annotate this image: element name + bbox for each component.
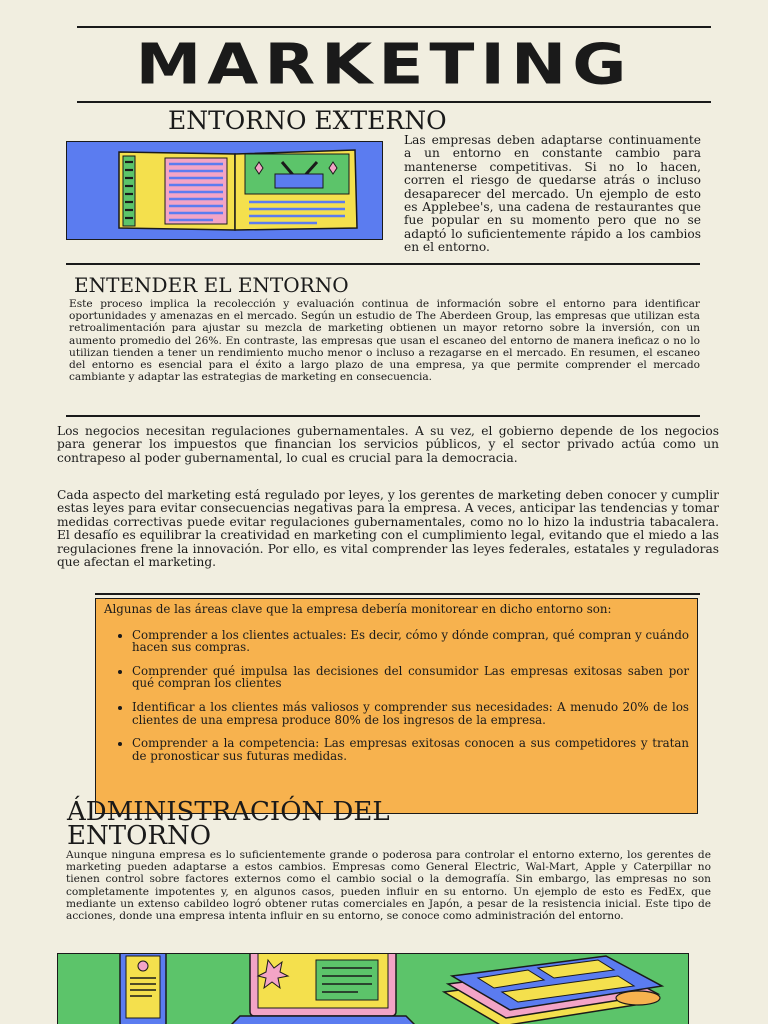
- heading-entender-entorno: ENTENDER EL ENTORNO: [74, 273, 349, 297]
- areas-clave-intro: Algunas de las áreas clave que la empresa debería monitorear en dicho entorno son:: [104, 602, 612, 616]
- rule-3: [95, 593, 700, 595]
- areas-clave-list: [96, 629, 697, 763]
- areas-clave-box: [95, 598, 698, 814]
- devices-and-documents-illustration: [57, 953, 689, 1024]
- open-magazine-illustration: [66, 141, 383, 240]
- heading-administracion-line2: ENTORNO: [67, 821, 212, 851]
- regulaciones-paragraph-2: Cada aspecto del marketing está regulado por leyes, y los gerentes de marketing deben conocer y cumplir estas leyes para evitar consecuencias negativas para la empresa. A veces, anticipar las tendencias y tomar medidas correctivas puede evitar regulaciones gubernamentales, como no lo hizo la industria tabacalera. El desafío es equilibrar la creatividad en marketing con el cumplimiento legal, evitando que el miedo a las regulaciones frene la innovación. Por ello, es vital comprender las leyes federales, estatales y reguladoras que afectan el marketing.: [57, 488, 719, 570]
- administracion-text: Aunque ninguna empresa es lo suficientemente grande o poderosa para controlar el entorno externo, los gerentes de marketing pueden adaptarse a estos cambios. Empresas como General Electric, Wal-Mart, Apple y Caterpillar no tienen control sobre factores externos como el cambio social o la demografía. Sin embargo, las empresas no son completamente impotentes y, en algunos casos, pueden influir en su entorno. Un ejemplo de esto es FedEx, que mediante un extenso cabildeo logró obtener rutas comerciales en Japón, a pesar de la resistencia inicial. Este tipo de acciones, donde una empresa intenta influir en su entorno, se conoce como administración del entorno.: [66, 849, 711, 923]
- title-bottom-rule: [77, 101, 711, 103]
- regulaciones-paragraph-1: Los negocios necesitan regulaciones gubernamentales. A su vez, el gobierno depende de los negocios para generar los impuestos que financian los servicios públicos, y el sector privado actúa como un contrapeso al poder gubernamental, lo cual es crucial para la democracia.: [57, 424, 719, 465]
- top-rule: [77, 26, 711, 28]
- page-title: MARKETING: [135, 31, 633, 98]
- entender-entorno-text: Este proceso implica la recolección y evaluación continua de información sobre el entorno para identificar oportunidades y amenazas en el mercado. Según un estudio de The Aberdeen Group, las empresas que utilizan esta retroalimentación para ajustar su mezcla de marketing obtienen un mayor retorno sobre la inversión, con un aumento promedio del 26%. En contraste, las empresas que usan el escaneo del entorno de manera ineficaz o no lo utilizan tienden a tener un rendimiento mucho menor o incluso a rezagarse en el mercado. En resumen, el escaneo del entorno es esencial para el éxito a largo plazo de una empresa, ya que permite comprender el mercado cambiante y adaptar las estrategias de marketing en consecuencia.: [69, 298, 700, 384]
- entorno-externo-text: Las empresas deben adaptarse continuamente a un entorno en constante cambio para mantenerse competitivas. Si no lo hacen, corren el riesgo de quedarse atrás o incluso desaparecer del mercado. Un ejemplo de esto es Applebee's, una cadena de restaurantes que fue popular en su momento pero que no se adaptó lo suficientemente rápido a los cambios en el entorno.: [404, 133, 701, 255]
- rule-1: [66, 263, 700, 265]
- heading-entorno-externo: ENTORNO EXTERNO: [168, 106, 447, 135]
- list-item: • Identificar a los clientes más valiosos y comprender sus necesidades: A menudo 20% de los clientes de una empresa produce 80% de los ingresos de la empresa.: [132, 701, 697, 726]
- list-item: • Comprender qué impulsa las decisiones del consumidor Las empresas exitosas saben por qué compran los clientes: [132, 665, 697, 690]
- heading-administracion-line1: ÁDMINISTRACIÓN DEL: [67, 797, 390, 827]
- list-item: • Comprender a la competencia: Las empresas exitosas conocen a sus competidores y tratan de pronosticar sus futuras medidas.: [132, 737, 697, 762]
- list-item: • Comprender a los clientes actuales: Es decir, cómo y dónde compran, qué compran y cuándo hacen sus compras.: [132, 629, 697, 654]
- rule-2: [66, 415, 700, 417]
